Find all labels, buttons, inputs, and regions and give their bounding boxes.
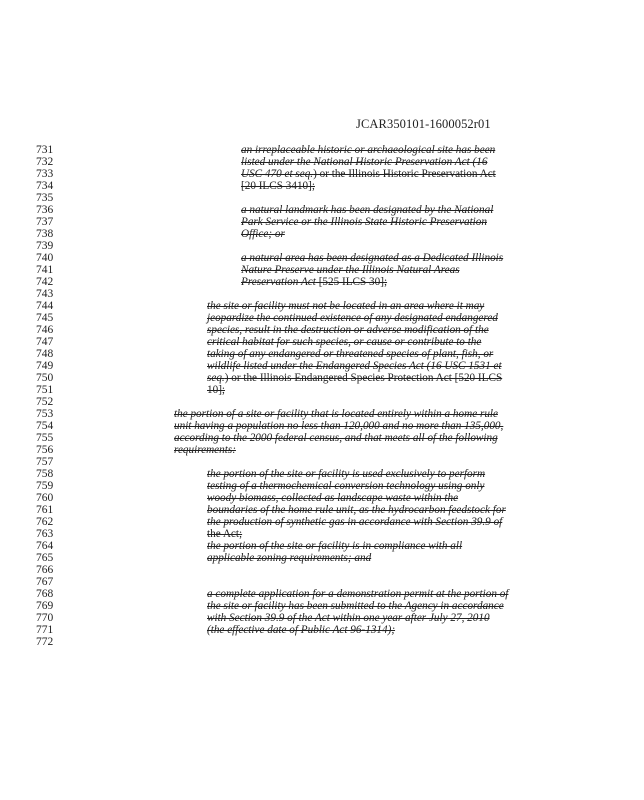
line-number: 757 xyxy=(36,456,54,468)
text-line: 10]; xyxy=(207,384,226,396)
text-line: species, result in the destruction or adverse modification of the xyxy=(207,324,489,336)
line-number: 770 xyxy=(36,612,54,624)
line-number: 760 xyxy=(36,492,54,504)
text-line: the production of synthetic gas in accordance with Section 39.9 of xyxy=(207,516,503,528)
line-number: 763 xyxy=(36,528,54,540)
zoning-paragraph xyxy=(207,540,537,564)
text-line xyxy=(241,168,531,180)
line-number: 735 xyxy=(36,192,54,204)
text-line: a natural area has been designated as a Dedicated Illinois xyxy=(241,252,504,264)
document-id-header: JCAR350101-1600052r01 xyxy=(356,117,491,131)
line-number: 767 xyxy=(36,576,54,588)
line-number: 739 xyxy=(36,240,54,252)
line-number: 751 xyxy=(36,384,54,396)
text-line: boundaries of the home rule unit, as the hydrocarbon feedstock for xyxy=(207,504,506,516)
line-number: 746 xyxy=(36,324,54,336)
line-number: 750 xyxy=(36,372,54,384)
line-number: 771 xyxy=(36,624,54,636)
line-number: 772 xyxy=(36,636,54,648)
text-line: listed under the National Historic Preservation Act (16 xyxy=(241,156,488,168)
line-number: 766 xyxy=(36,564,54,576)
text-line: unit having a population no less than 120,000 and no more than 135,000, xyxy=(174,420,504,432)
line-number: 740 xyxy=(36,252,54,264)
text-line: the portion of a site or facility that is located entirely within a home rule xyxy=(174,408,498,420)
home-rule-paragraph xyxy=(174,408,534,456)
text-line: Park Service or the Illinois State Historic Preservation xyxy=(241,216,487,228)
line-number: 765 xyxy=(36,552,54,564)
text-span: [525 ILCS 30]; xyxy=(315,276,388,288)
line-number: 769 xyxy=(36,600,54,612)
line-number: 759 xyxy=(36,480,54,492)
line-number: 733 xyxy=(36,168,54,180)
text-span: seq. xyxy=(207,372,225,384)
line-number: 764 xyxy=(36,540,54,552)
line-number: 743 xyxy=(36,288,54,300)
text-line: the portion of the site or facility is in compliance with all xyxy=(207,540,463,552)
text-line: with Section 39.9 of the Act within one year after July 27, 2010 xyxy=(207,612,490,624)
thermochemical-paragraph xyxy=(207,468,537,540)
text-line: a natural landmark has been designated by the National xyxy=(241,204,494,216)
line-number: 736 xyxy=(36,204,54,216)
demonstration-permit-paragraph xyxy=(207,588,537,636)
text-line: woody biomass, collected as landscape waste within the xyxy=(207,492,459,504)
line-number: 742 xyxy=(36,276,54,288)
line-number: 748 xyxy=(36,348,54,360)
text-line: Office; or xyxy=(241,228,285,240)
text-line: the site or facility has been submitted to the Agency in accordance xyxy=(207,600,504,612)
line-number: 745 xyxy=(36,312,54,324)
text-line: wildlife listed under the Endangered Species Act (16 USC 1531 et xyxy=(207,360,502,372)
text-line: [20 ILCS 3410]; xyxy=(241,180,315,192)
text-line xyxy=(207,372,537,384)
line-number: 744 xyxy=(36,300,54,312)
text-line: requirements: xyxy=(174,444,236,456)
text-span: Preservation Act xyxy=(241,276,316,288)
line-number: 737 xyxy=(36,216,54,228)
line-number: 754 xyxy=(36,420,54,432)
line-number: 768 xyxy=(36,588,54,600)
line-number: 753 xyxy=(36,408,54,420)
text-line: the Act; xyxy=(207,528,243,540)
text-span: USC 470 et seq. xyxy=(241,168,314,180)
line-number: 734 xyxy=(36,180,54,192)
text-line: testing of a thermochemical conversion technology using only xyxy=(207,480,485,492)
natural-area-paragraph xyxy=(241,252,531,288)
endangered-species-paragraph xyxy=(207,300,537,396)
line-number: 749 xyxy=(36,360,54,372)
natural-landmark-paragraph xyxy=(241,204,531,240)
historic-site-paragraph xyxy=(241,144,531,192)
line-number: 738 xyxy=(36,228,54,240)
line-number: 741 xyxy=(36,264,54,276)
text-line: critical habitat for such species, or cause or contribute to the xyxy=(207,336,482,348)
text-line xyxy=(241,276,531,288)
text-line: Nature Preserve under the Illinois Natural Areas xyxy=(241,264,460,276)
line-number: 756 xyxy=(36,444,54,456)
text-line: a complete application for a demonstration permit at the portion of xyxy=(207,588,509,600)
text-span: ) or the Illinois Endangered Species Protection Act [520 ILCS xyxy=(224,372,503,384)
line-number: 762 xyxy=(36,516,54,528)
line-number: 752 xyxy=(36,396,54,408)
line-number: 758 xyxy=(36,468,54,480)
line-number: 761 xyxy=(36,504,54,516)
line-number: 747 xyxy=(36,336,54,348)
text-line: applicable zoning requirements; and xyxy=(207,552,372,564)
text-line: (the effective date of Public Act 96-1314); xyxy=(207,624,396,636)
line-number: 731 xyxy=(36,144,54,156)
text-line: according to the 2000 federal census, and that meets all of the following xyxy=(174,432,498,444)
line-number: 755 xyxy=(36,432,54,444)
text-line: the site or facility must not be located in an area where it may xyxy=(207,300,485,312)
text-span: ) or the Illinois Historic Preservation Act xyxy=(313,168,496,180)
line-number: 732 xyxy=(36,156,54,168)
text-line: the portion of the site or facility is used exclusively to perform xyxy=(207,468,486,480)
text-line: jeopardize the continued existence of any designated endangered xyxy=(207,312,498,324)
text-line: an irreplaceable historic or archaeological site has been xyxy=(241,144,496,156)
text-line: taking of any endangered or threatened species of plant, fish, or xyxy=(207,348,494,360)
